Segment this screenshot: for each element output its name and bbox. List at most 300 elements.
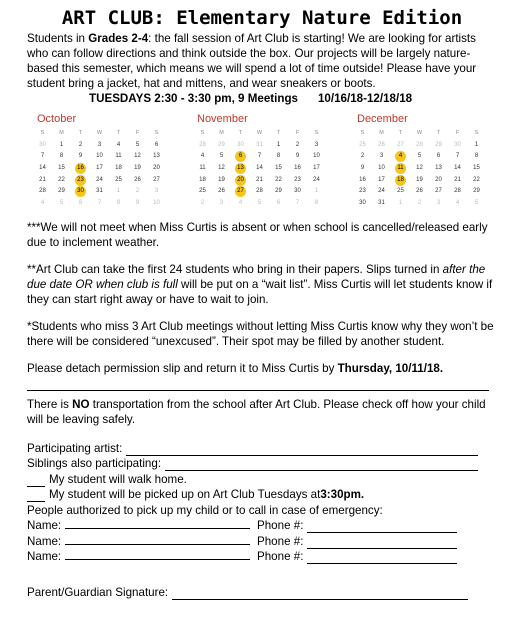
calendar-grid (193, 128, 326, 209)
calendar-day-number: 30 (454, 141, 461, 148)
authorized-label: People authorized to pick up my child or to call in case of emergency: (27, 503, 383, 517)
calendar-day (128, 186, 147, 198)
calendar-day (307, 186, 326, 198)
calendar-day (372, 186, 391, 198)
calendar-month (353, 113, 491, 209)
name-label: Name: (27, 550, 62, 564)
calendar-day (288, 151, 307, 163)
calendar-day (391, 198, 410, 210)
calendar-day-number: 16 (359, 176, 366, 183)
calendar-day (231, 198, 250, 210)
calendar-day-number: 24 (96, 176, 103, 183)
calendar-day-number: 17 (313, 165, 320, 172)
calendar-day-number: 1 (276, 141, 281, 148)
calendar-day (193, 151, 212, 163)
calendar-day (410, 186, 429, 198)
calendar-day (147, 151, 166, 163)
calendar-day-number: 31 (96, 188, 103, 195)
calendar-day (448, 198, 467, 210)
name-field[interactable] (65, 548, 250, 560)
calendar-day (71, 140, 90, 152)
calendar-day (288, 198, 307, 210)
calendar-weekday: M (59, 130, 64, 137)
calendar-day-number: 12 (218, 165, 225, 172)
calendar-day-number: 4 (395, 151, 406, 162)
calendar-day-number: 7 (257, 153, 262, 160)
calendar-day-number: 26 (218, 188, 225, 195)
meeting-day (231, 163, 250, 175)
calendar-day-number: 28 (39, 188, 46, 195)
calendar-day (353, 174, 372, 186)
calendar-day (250, 151, 269, 163)
calendar-day (448, 140, 467, 152)
calendar-day (467, 198, 486, 210)
calendar-day-number: 26 (378, 141, 385, 148)
calendar-day (33, 151, 52, 163)
calendar-month-name: October (37, 113, 77, 125)
calendar-day (90, 174, 109, 186)
calendar-weekday: T (116, 130, 121, 137)
calendar-day (212, 198, 231, 210)
calendar-day (250, 198, 269, 210)
artist-label: Participating artist: (27, 441, 123, 455)
calendar-day-number: 25 (397, 188, 404, 195)
meeting-day (71, 163, 90, 175)
calendar-weekday: S (154, 130, 159, 137)
calendar-day-number: 10 (378, 165, 385, 172)
calendar-day (467, 140, 486, 152)
calendar-weekday: F (135, 130, 140, 137)
phone-field[interactable] (307, 521, 457, 533)
absence-note: ***We will not meet when Miss Curtis is absent or when school is cancelled/released early due to inclement weather. (27, 221, 488, 250)
calendar-day-number: 24 (313, 176, 320, 183)
calendar-day (193, 186, 212, 198)
phone-field[interactable] (307, 552, 457, 564)
calendar-day-number: 29 (275, 188, 282, 195)
phone-field[interactable] (307, 537, 457, 549)
calendar-day-number: 21 (454, 176, 461, 183)
calendar-day-number: 27 (397, 141, 404, 148)
calendar-weekday: S (200, 130, 205, 137)
calendar-day (109, 186, 128, 198)
calendar-day-number: 6 (78, 199, 83, 206)
walk-label: My student will walk home. (49, 472, 187, 486)
calendar-day (467, 174, 486, 186)
calendar-day (372, 151, 391, 163)
calendar-weekday: S (360, 130, 365, 137)
due-date: Thursday, 10/11/18. (337, 362, 444, 376)
pickup-row (27, 487, 497, 503)
calendar-day (109, 140, 128, 152)
calendar-day-number: 11 (199, 165, 206, 172)
calendar-day-number: 15 (473, 165, 480, 172)
calendar-day-number: 30 (359, 199, 366, 206)
calendar-day-number: 14 (454, 165, 461, 172)
calendar-day-number: 9 (135, 199, 140, 206)
calendar-day-number: 17 (378, 176, 385, 183)
calendar-day (147, 174, 166, 186)
calendar-day-number: 18 (199, 176, 206, 183)
calendar-weekday: S (474, 130, 479, 137)
calendar-day (52, 163, 71, 175)
calendar-month-name: December (357, 113, 408, 125)
calendar-day-number: 13 (153, 153, 160, 160)
calendar-day (128, 151, 147, 163)
calendar-weekday: M (219, 130, 224, 137)
calendar-day-number: 17 (96, 165, 103, 172)
calendar-day (52, 186, 71, 198)
calendar-day-number: 2 (417, 199, 422, 206)
calendar-day (109, 151, 128, 163)
capacity-note-pre: **Art Club can take the first 24 students who bring in their papers. Slips turned in (27, 263, 443, 277)
calendar-day (410, 140, 429, 152)
name-field[interactable] (65, 533, 250, 545)
calendar-day (33, 140, 52, 152)
calendar-weekday: W (416, 130, 423, 137)
schedule-dates: 10/16/18-12/18/18 (317, 92, 413, 105)
calendar-day (52, 140, 71, 152)
calendar-day (193, 140, 212, 152)
calendar-day-number: 27 (435, 188, 442, 195)
signature-label: Parent/Guardian Signature: (27, 585, 169, 599)
calendar-day-number: 20 (153, 165, 160, 172)
calendar-day-number: 28 (199, 141, 206, 148)
calendar-day-number: 29 (58, 188, 65, 195)
calendar-day-number: 23 (294, 176, 301, 183)
calendar-day-number: 25 (199, 188, 206, 195)
calendar-day (353, 151, 372, 163)
calendar-day (429, 140, 448, 152)
calendar-day (372, 198, 391, 210)
calendar-weekday: W (256, 130, 263, 137)
calendar-day (307, 140, 326, 152)
phone-label: Phone #: (257, 519, 304, 533)
calendar-day-number: 29 (473, 188, 480, 195)
calendar-weekday: T (276, 130, 281, 137)
calendar-day (128, 198, 147, 210)
calendar-day (109, 174, 128, 186)
calendar-day-number: 30 (294, 188, 301, 195)
calendar-day-number: 7 (455, 153, 460, 160)
calendar-day-number: 14 (39, 165, 46, 172)
calendar-day (410, 163, 429, 175)
calendar-day-number: 12 (134, 153, 141, 160)
calendar-day-number: 13 (235, 163, 246, 174)
signature-field[interactable] (172, 588, 468, 600)
transport-note (27, 397, 497, 427)
calendar-day (90, 163, 109, 175)
calendar-day (429, 151, 448, 163)
calendar-day (288, 140, 307, 152)
calendar-day-number: 29 (218, 141, 225, 148)
calendar-day (353, 198, 372, 210)
calendar-day-number: 2 (78, 141, 83, 148)
calendar-day (193, 198, 212, 210)
capacity-note-post: will be put on a “wait list”. Miss Curtis will let students know if they can start right away or have to wait to join. (27, 278, 493, 307)
calendar-day-number: 3 (97, 141, 102, 148)
calendar-day-number: 30 (75, 186, 86, 197)
capacity-note-emphasis: after the due date OR when club is full (27, 263, 486, 292)
calendar-day-number: 9 (360, 165, 365, 172)
calendar-day-number: 9 (78, 153, 83, 160)
calendar-day (128, 174, 147, 186)
meeting-day (231, 186, 250, 198)
detach-line (27, 390, 489, 391)
siblings-field[interactable] (165, 459, 478, 471)
contact-row (27, 518, 497, 534)
calendar-day (448, 174, 467, 186)
calendar-day (353, 186, 372, 198)
calendar-day (269, 186, 288, 198)
calendar-day-number: 1 (398, 199, 403, 206)
calendar-day-number: 10 (313, 153, 320, 160)
name-field[interactable] (65, 517, 250, 529)
calendar-day-number: 10 (96, 153, 103, 160)
calendar-day-number: 5 (257, 199, 262, 206)
calendar-day (147, 140, 166, 152)
calendar-day (410, 174, 429, 186)
calendar-day-number: 6 (436, 153, 441, 160)
calendar-day (212, 151, 231, 163)
calendar-day-number: 5 (135, 141, 140, 148)
calendar-day-number: 18 (395, 175, 406, 186)
calendar-day-number: 13 (435, 165, 442, 172)
calendar-day (391, 140, 410, 152)
calendar-day (467, 163, 486, 175)
calendar-day-number: 1 (116, 188, 121, 195)
calendar-day (288, 186, 307, 198)
calendar-day (269, 174, 288, 186)
calendar-day-number: 7 (40, 153, 45, 160)
calendar-day (33, 174, 52, 186)
calendar-day-number: 28 (256, 188, 263, 195)
calendar-day-number: 5 (417, 153, 422, 160)
calendar-day (269, 151, 288, 163)
calendar-day-number: 9 (295, 153, 300, 160)
phone-label: Phone #: (257, 550, 304, 564)
calendar-weekday: W (96, 130, 103, 137)
calendar-day (212, 186, 231, 198)
calendar-day-number: 19 (218, 176, 225, 183)
calendar-day (250, 186, 269, 198)
calendar-day (231, 140, 250, 152)
calendar-day-number: 4 (455, 199, 460, 206)
walk-row (27, 471, 497, 487)
meeting-day (391, 151, 410, 163)
calendar-day-number: 3 (379, 153, 384, 160)
walk-checkbox[interactable] (27, 475, 45, 487)
calendar-day-number: 31 (256, 141, 263, 148)
calendar-day-number: 24 (378, 188, 385, 195)
calendar-day-number: 16 (294, 165, 301, 172)
calendar-day (193, 163, 212, 175)
calendar-weekday: T (436, 130, 441, 137)
calendar-day (212, 174, 231, 186)
detach-note-text: Please detach permission slip and return it to Miss Curtis by (27, 362, 338, 376)
capacity-note (27, 262, 497, 307)
calendar-day-number: 1 (314, 188, 319, 195)
pickup-time: 3:30pm. (320, 488, 365, 502)
calendar-day (307, 151, 326, 163)
calendar-day-number: 4 (200, 153, 205, 160)
calendar-day-number: 10 (153, 199, 160, 206)
meeting-day (391, 163, 410, 175)
calendar-weekday: T (398, 130, 403, 137)
calendar-day-number: 30 (39, 141, 46, 148)
meeting-day (231, 174, 250, 186)
calendar-day-number: 18 (115, 165, 122, 172)
signature-row (27, 584, 497, 600)
contact-row (27, 549, 497, 565)
calendar-day-number: 1 (474, 141, 479, 148)
calendar-day (410, 198, 429, 210)
calendar-day-number: 8 (314, 199, 319, 206)
calendar-day (467, 151, 486, 163)
calendar-grid (33, 128, 166, 209)
calendar-weekday: T (238, 130, 243, 137)
calendar-day-number: 8 (116, 199, 121, 206)
calendar-day-number: 20 (435, 176, 442, 183)
calendar-day (212, 163, 231, 175)
calendar-day (212, 140, 231, 152)
calendar-month (33, 113, 171, 209)
calendar-day (353, 163, 372, 175)
calendar-day (448, 151, 467, 163)
calendar-day-number: 11 (115, 153, 122, 160)
calendar-day-number: 3 (154, 188, 159, 195)
calendar-day-number: 5 (219, 153, 224, 160)
calendar-day-number: 20 (235, 175, 246, 186)
calendar-day (429, 174, 448, 186)
calendar-day (71, 198, 90, 210)
calendar-day (372, 174, 391, 186)
siblings-row (27, 456, 497, 472)
calendar-day-number: 23 (75, 175, 86, 186)
transport-pre: There is (27, 398, 73, 412)
siblings-label: Siblings also participating: (27, 457, 162, 471)
calendar-day-number: 1 (59, 141, 64, 148)
calendar-day-number: 22 (275, 176, 282, 183)
permission-form (27, 440, 497, 600)
name-label: Name: (27, 534, 62, 548)
calendar-day (307, 198, 326, 210)
calendar-day-number: 15 (275, 165, 282, 172)
calendar-day-number: 3 (436, 199, 441, 206)
calendar-day-number: 3 (314, 141, 319, 148)
calendar-day (269, 140, 288, 152)
calendar-day-number: 12 (416, 165, 423, 172)
calendar-day (52, 174, 71, 186)
calendar-day-number: 5 (59, 199, 64, 206)
artist-row (27, 440, 497, 456)
pickup-checkbox[interactable] (27, 490, 45, 502)
calendar-day-number: 23 (359, 188, 366, 195)
pickup-label: My student will be picked up on Art Club Tuesdays at (49, 488, 321, 502)
calendar-weekday: F (295, 130, 300, 137)
calendar-day-number: 5 (474, 199, 479, 206)
calendar-day-number: 26 (416, 188, 423, 195)
calendar-day (307, 174, 326, 186)
calendar-day-number: 25 (115, 176, 122, 183)
calendar-day-number: 4 (40, 199, 45, 206)
calendar-day (33, 198, 52, 210)
calendar-day (193, 174, 212, 186)
artist-field[interactable] (126, 444, 478, 456)
schedule-time: TUESDAYS 2:30 - 3:30 pm, 9 Meetings (89, 92, 298, 105)
unexcused-note: *Students who miss 3 Art Club meetings without letting Miss Curtis know why they won’t be there will be considered “unexcused”. Their spot may be filled by another student. (27, 320, 494, 349)
calendar-day (71, 151, 90, 163)
calendar-day-number: 19 (416, 176, 423, 183)
calendar-day-number: 2 (135, 188, 140, 195)
calendar-day-number: 8 (59, 153, 64, 160)
calendar-day (448, 163, 467, 175)
calendar-day-number: 16 (75, 163, 86, 174)
intro-text: : the fall session of Art Club is starting! We are looking for artists who can follow directions and think outside the box. Our projects will be largely nature-based this semester, which means we will spend a lot of time outside! Please have your student bring a jacket, hat and mittens, and wear sneakers or boots. (27, 32, 477, 90)
schedule-line (89, 91, 497, 106)
calendar-day (353, 140, 372, 152)
calendar-day (429, 198, 448, 210)
intro-grades: Grades 2-4 (88, 32, 149, 45)
calendar-day-number: 6 (235, 151, 246, 162)
calendar-day-number: 29 (435, 141, 442, 148)
calendar-day (33, 186, 52, 198)
calendar-weekday: T (78, 130, 83, 137)
calendar-day (372, 163, 391, 175)
calendar-day (288, 163, 307, 175)
calendar-day (147, 186, 166, 198)
calendar-day-number: 27 (235, 186, 246, 197)
calendar-day (90, 151, 109, 163)
calendar-day (429, 163, 448, 175)
calendar-weekday: M (379, 130, 384, 137)
calendar-strip (27, 113, 497, 209)
transport-post: transportation from the school after Art Club. Please check off how your child will be leaving safely. (27, 398, 486, 427)
calendar-day-number: 14 (256, 165, 263, 172)
calendar-day-number: 2 (200, 199, 205, 206)
calendar-day (288, 174, 307, 186)
intro-prefix: Students in (27, 32, 89, 45)
calendar-day (372, 140, 391, 152)
calendar-day-number: 2 (360, 153, 365, 160)
page-title: ART CLUB: Elementary Nature Edition (61, 7, 463, 29)
calendar-day (128, 140, 147, 152)
calendar-day (90, 198, 109, 210)
authorized-row (27, 502, 497, 518)
calendar-day (410, 151, 429, 163)
calendar-day (128, 163, 147, 175)
calendar-day (391, 186, 410, 198)
calendar-day-number: 25 (359, 141, 366, 148)
intro-paragraph (27, 31, 497, 91)
calendar-day (33, 163, 52, 175)
calendar-day-number: 7 (295, 199, 300, 206)
calendar-day-number: 4 (238, 199, 243, 206)
calendar-day (250, 174, 269, 186)
meeting-day (391, 174, 410, 186)
calendar-day (448, 186, 467, 198)
calendar-weekday: S (314, 130, 319, 137)
calendar-weekday: S (40, 130, 45, 137)
detach-note (27, 361, 497, 376)
meeting-day (231, 151, 250, 163)
calendar-day (269, 163, 288, 175)
calendar-day (250, 163, 269, 175)
meeting-day (71, 186, 90, 198)
calendar-day-number: 19 (134, 165, 141, 172)
calendar-day-number: 22 (58, 176, 65, 183)
calendar-day (52, 198, 71, 210)
calendar-day-number: 31 (378, 199, 385, 206)
